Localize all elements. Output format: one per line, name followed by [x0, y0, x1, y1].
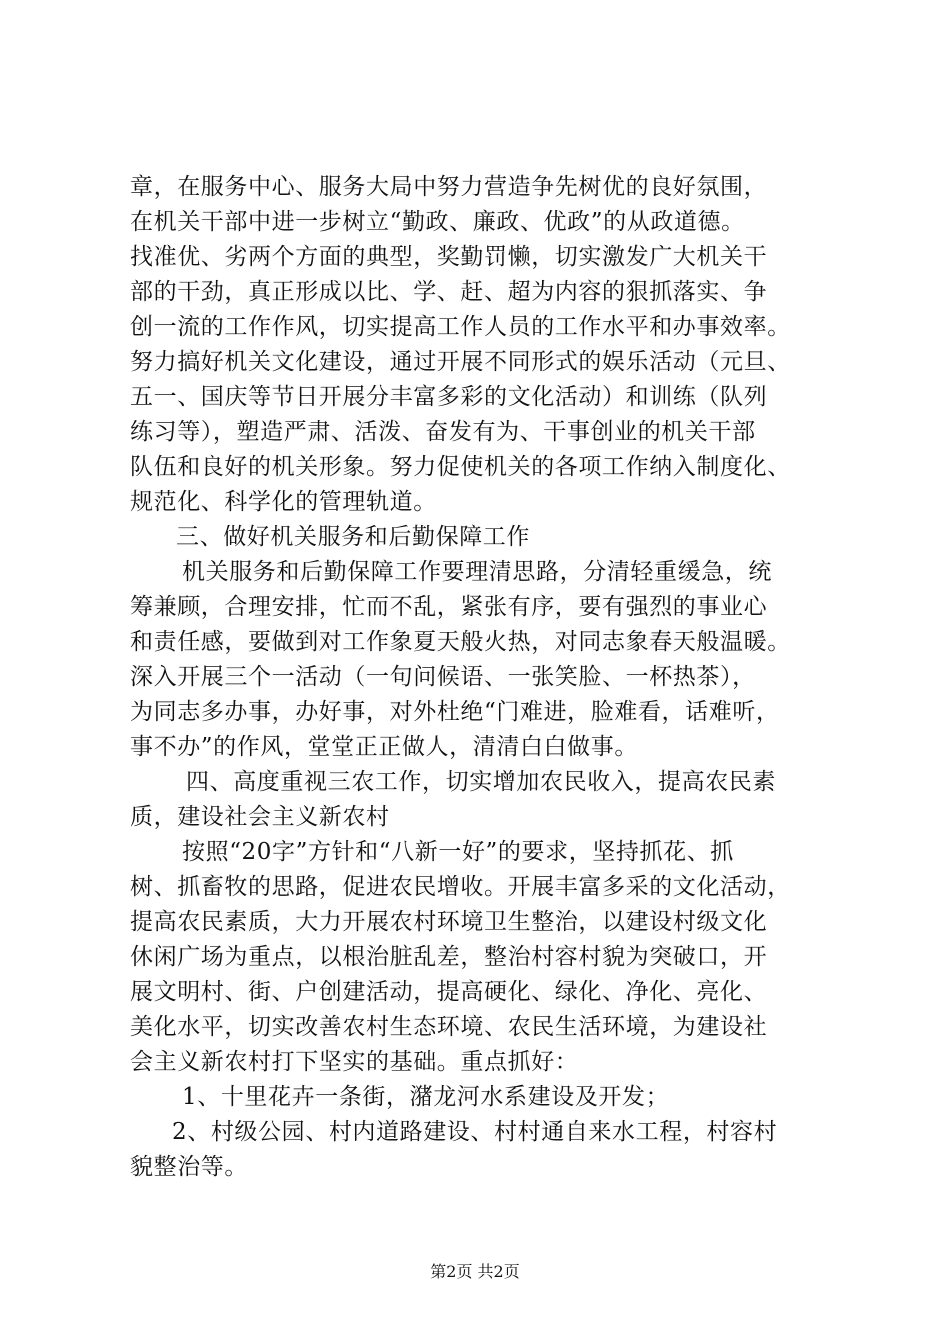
body-line: 五一、国庆等节日开展分丰富多彩的文化活动）和训练（队列 — [130, 384, 768, 410]
body-line: 事不办”的作风，堂堂正正做人，清清白白做事。 — [130, 734, 638, 760]
body-line: 为同志多办事，办好事，对外杜绝“门难进，脸难看，话难听， — [130, 699, 780, 725]
body-line: 找准优、劣两个方面的典型，奖勤罚懒，切实激发广大机关干 — [130, 244, 768, 270]
body-line: 部的干劲，真正形成以比、学、赶、超为内容的狠抓落实、争 — [130, 279, 768, 305]
list-item-2: 2、村级公园、村内道路建设、村村通自来水工程，村容村 — [172, 1119, 778, 1145]
body-line: 按照“20字”方针和“八新一好”的要求，坚持抓花、抓 — [182, 839, 734, 865]
body-line: 树、抓畜牧的思路，促进农民增收。开展丰富多采的文化活动， — [130, 874, 791, 900]
section-heading-3: 三、做好机关服务和后勤保障工作 — [176, 524, 530, 550]
body-line: 展文明村、街、户创建活动，提高硬化、绿化、净化、亮化、 — [130, 979, 768, 1005]
body-line: 筹兼顾，合理安排，忙而不乱，紧张有序，要有强烈的事业心 — [130, 594, 768, 620]
body-line: 和责任感，要做到对工作象夏天般火热，对同志象春天般温暖。 — [130, 629, 791, 655]
body-line: 章，在服务中心、服务大局中努力营造争先树优的良好氛围， — [130, 174, 768, 200]
body-line: 机关服务和后勤保障工作要理清思路，分清轻重缓急，统 — [182, 559, 772, 585]
list-item-1: 1、十里花卉一条街，潴龙河水系建设及开发； — [182, 1084, 670, 1110]
body-line: 创一流的工作作风，切实提高工作人员的工作水平和办事效率。 — [130, 314, 791, 340]
body-line: 提高农民素质，大力开展农村环境卫生整治，以建设村级文化 — [130, 909, 768, 935]
list-item-2-cont: 貌整治等。 — [130, 1154, 248, 1180]
page-footer: 第2页 共2页 — [430, 1262, 520, 1281]
document-body — [130, 170, 830, 1185]
body-line: 会主义新农村打下坚实的基础。重点抓好： — [130, 1049, 579, 1075]
body-line: 规范化、科学化的管理轨道。 — [130, 489, 437, 515]
body-line: 练习等），塑造严肃、活泼、奋发有为、干事创业的机关干部 — [130, 419, 756, 445]
section-heading-4: 四、高度重视三农工作，切实增加农民收入，提高农民素 — [186, 769, 776, 795]
body-line: 深入开展三个一活动（一句问候语、一张笑脸、一杯热茶）， — [130, 664, 756, 690]
section-heading-4-cont: 质，建设社会主义新农村 — [130, 804, 390, 830]
body-line: 在机关干部中进一步树立“勤政、廉政、优政”的从政道德。 — [130, 209, 745, 235]
body-line: 队伍和良好的机关形象。努力促使机关的各项工作纳入制度化、 — [130, 454, 791, 480]
body-line: 美化水平，切实改善农村生态环境、农民生活环境，为建设社 — [130, 1014, 768, 1040]
body-line: 努力搞好机关文化建设，通过开展不同形式的娱乐活动（元旦、 — [130, 349, 791, 375]
body-line: 休闲广场为重点，以根治脏乱差，整治村容村貌为突破口，开 — [130, 944, 768, 970]
